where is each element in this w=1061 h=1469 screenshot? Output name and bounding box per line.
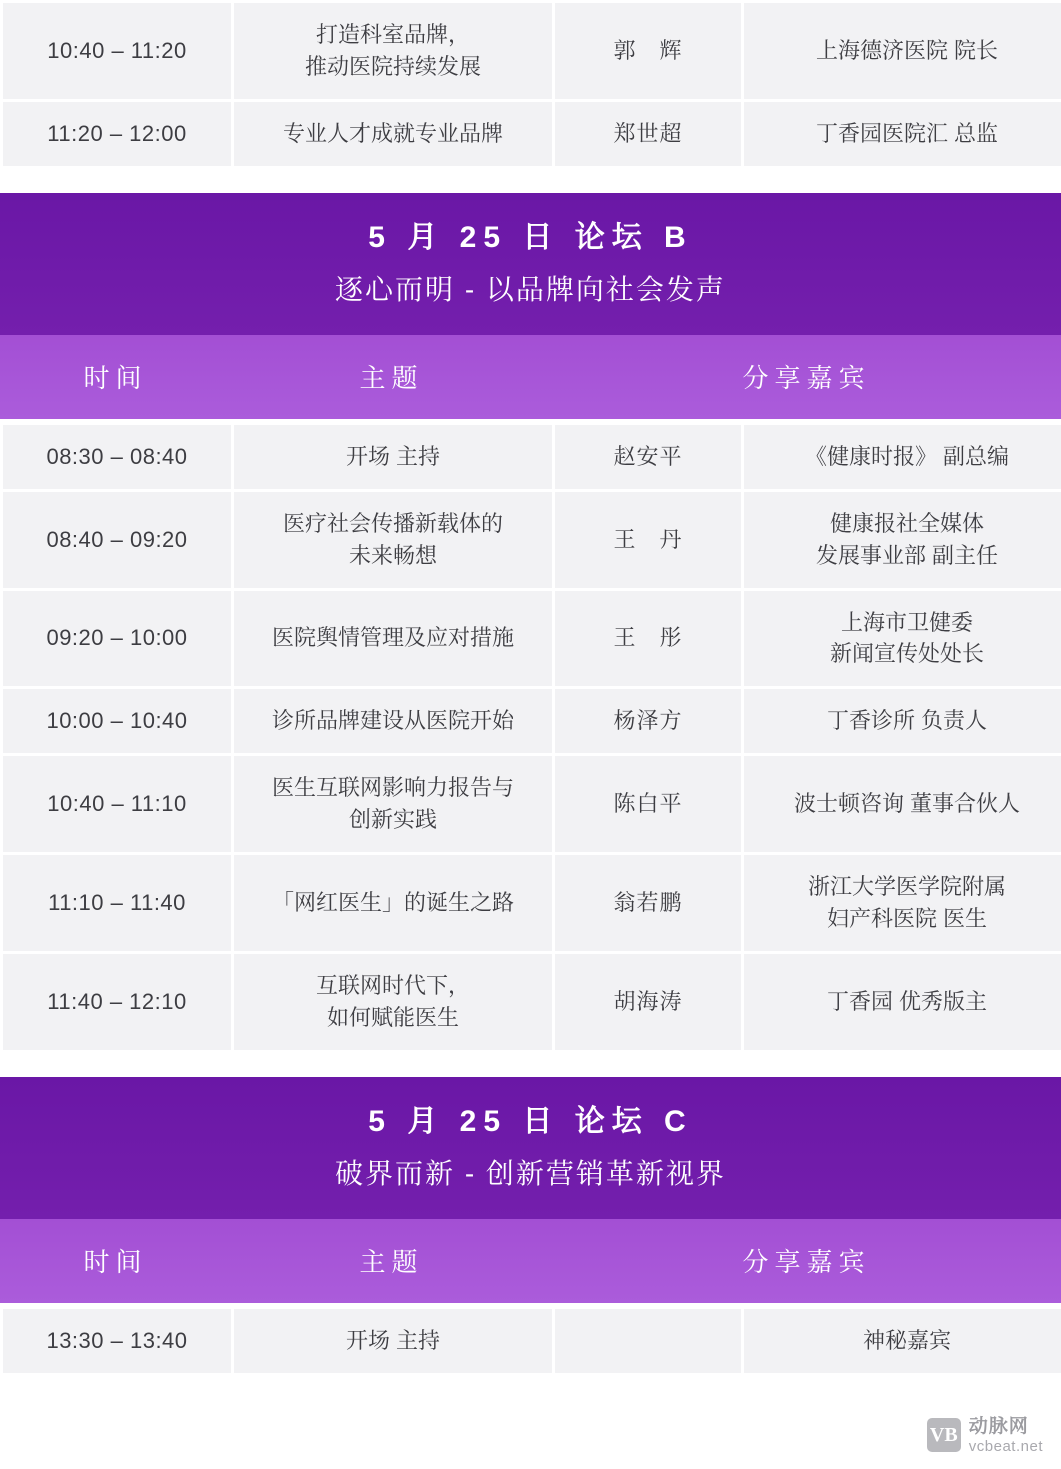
cell-speaker-org — [744, 689, 1061, 753]
cell-speaker-name: 翁若鹏 — [555, 855, 741, 951]
watermark-en: vcbeat.net — [968, 1437, 1043, 1455]
table-row — [3, 855, 1061, 951]
cell-time: 11:40 – 12:10 — [3, 954, 231, 1050]
cell-topic — [234, 492, 552, 588]
cell-speaker-org — [744, 855, 1061, 951]
table-row — [3, 591, 1061, 687]
cell-speaker-name — [555, 1309, 741, 1373]
cell-topic — [234, 756, 552, 852]
cell-time: 11:10 – 11:40 — [3, 855, 231, 951]
cell-topic — [234, 102, 552, 166]
forum-c-table — [0, 1306, 1061, 1376]
cell-topic-line2: 未来畅想 — [348, 542, 437, 568]
forum-b-header-row — [0, 335, 1061, 419]
cell-speaker-org — [744, 954, 1061, 1050]
forum-b-banner — [0, 193, 1061, 335]
cell-speaker-org — [744, 3, 1061, 99]
forum-b-title: 5 月 25 日 论坛 B — [368, 220, 693, 254]
table-row — [3, 102, 1061, 166]
cell-org-line1: 健康报社全媒体 — [829, 510, 984, 536]
forum-a-tail-table — [0, 0, 1061, 169]
cell-topic — [234, 954, 552, 1050]
cell-time: 10:40 – 11:10 — [3, 756, 231, 852]
column-header-time: 时间 — [83, 1247, 148, 1278]
cell-org-line1: 上海市卫健委 — [840, 609, 973, 635]
cell-speaker-name: 陈白平 — [555, 756, 741, 852]
table-row — [3, 492, 1061, 588]
table-row — [3, 3, 1061, 99]
cell-topic — [234, 1309, 552, 1373]
cell-topic-line1: 打造科室品牌， — [315, 22, 470, 47]
watermark — [927, 1416, 1043, 1455]
watermark-text — [969, 1416, 1043, 1455]
cell-topic — [234, 425, 552, 489]
forum-c-banner — [0, 1077, 1061, 1219]
cell-org-line1: 《健康时报》 副总编 — [804, 443, 1010, 469]
cell-speaker-name: 杨泽方 — [555, 689, 741, 753]
cell-speaker-name: 王 丹 — [555, 492, 741, 588]
cell-time: 10:00 – 10:40 — [3, 689, 231, 753]
cell-speaker-name: 郭 辉 — [555, 3, 741, 99]
cell-time: 08:40 – 09:20 — [3, 492, 231, 588]
column-header-time: 时间 — [83, 363, 148, 394]
cell-org-line1: 神秘嘉宾 — [862, 1327, 951, 1353]
forum-c-subtitle: 破界而新 - 创新营销革新视界 — [335, 1157, 726, 1189]
column-header-topic: 主题 — [359, 1247, 424, 1278]
cell-topic-line2: 如何赋能医生 — [326, 1004, 459, 1030]
cell-speaker-name: 胡海涛 — [555, 954, 741, 1050]
column-header-topic: 主题 — [359, 363, 424, 394]
cell-speaker-org — [744, 102, 1061, 166]
cell-topic-line1: 医疗社会传播新载体的 — [282, 510, 503, 536]
forum-b-subtitle: 逐心而明 - 以品牌向社会发声 — [335, 273, 726, 305]
cell-speaker-org — [744, 1309, 1061, 1373]
cell-speaker-name: 王 彤 — [555, 591, 741, 687]
cell-time: 13:30 – 13:40 — [3, 1309, 231, 1373]
cell-topic-line1: 医院舆情管理及应对措施 — [271, 625, 514, 651]
cell-topic-line1: 专业人才成就专业品牌 — [282, 120, 503, 146]
cell-topic-line2: 创新实践 — [348, 807, 437, 833]
cell-org-line2: 新闻宣传处处长 — [829, 641, 984, 667]
cell-topic — [234, 689, 552, 753]
cell-speaker-org — [744, 756, 1061, 852]
column-header-guest: 分享嘉宾 — [742, 363, 871, 394]
cell-topic-line1: 开场 主持 — [345, 443, 441, 469]
cell-time: 10:40 – 11:20 — [3, 3, 231, 99]
forum-c-header-row — [0, 1219, 1061, 1303]
cell-topic-line2: 推动医院持续发展 — [304, 53, 481, 79]
cell-topic — [234, 3, 552, 99]
cell-org-line1: 丁香园医院汇 总监 — [815, 120, 999, 146]
cell-topic-line1: 互联网时代下， — [315, 972, 470, 998]
cell-speaker-org — [744, 492, 1061, 588]
cell-time: 08:30 – 08:40 — [3, 425, 231, 489]
vcbeat-logo-icon: VB — [927, 1418, 961, 1452]
cell-time: 09:20 – 10:00 — [3, 591, 231, 687]
cell-time: 11:20 – 12:00 — [3, 102, 231, 166]
cell-topic-line1: 医生互联网影响力报告与 — [271, 775, 514, 801]
cell-org-line1: 波士顿咨询 董事合伙人 — [793, 791, 1021, 817]
cell-org-line1: 丁香诊所 负责人 — [826, 708, 988, 734]
cell-org-line1: 浙江大学医学院附属 — [807, 873, 1006, 899]
cell-topic-line1: 诊所品牌建设从医院开始 — [271, 708, 514, 734]
table-row — [3, 954, 1061, 1050]
cell-org-line1: 上海德济医院 院长 — [815, 37, 999, 63]
table-row — [3, 756, 1061, 852]
table-row — [3, 689, 1061, 753]
forum-b-table — [0, 422, 1061, 1053]
watermark-cn: 动脉网 — [968, 1415, 1029, 1437]
cell-topic — [234, 855, 552, 951]
column-header-guest: 分享嘉宾 — [742, 1247, 871, 1278]
cell-speaker-org — [744, 591, 1061, 687]
cell-speaker-name: 郑世超 — [555, 102, 741, 166]
cell-topic-line1: 开场 主持 — [345, 1327, 441, 1353]
table-row — [3, 425, 1061, 489]
cell-speaker-name: 赵安平 — [555, 425, 741, 489]
cell-org-line1: 丁香园 优秀版主 — [826, 988, 988, 1014]
cell-org-line2: 发展事业部 副主任 — [815, 542, 999, 568]
cell-speaker-org — [744, 425, 1061, 489]
cell-topic-line1: 「网红医生」的诞生之路 — [271, 889, 514, 915]
forum-c-title: 5 月 25 日 论坛 C — [368, 1104, 693, 1138]
cell-org-line2: 妇产科医院 医生 — [826, 905, 988, 931]
cell-topic — [234, 591, 552, 687]
table-row — [3, 1309, 1061, 1373]
